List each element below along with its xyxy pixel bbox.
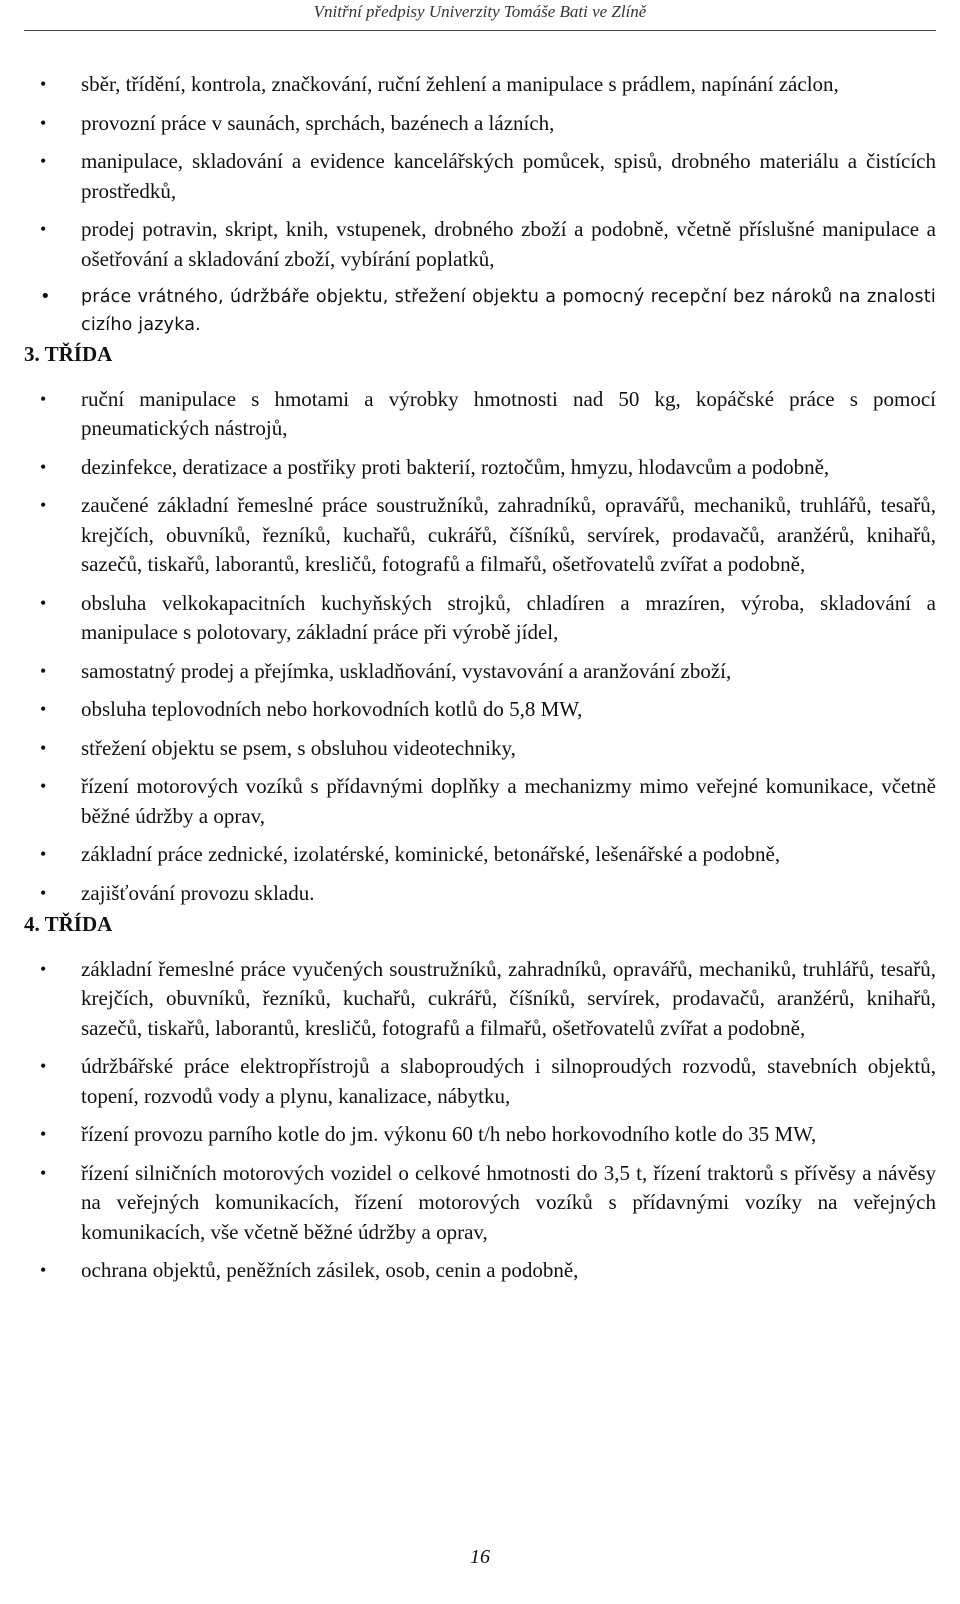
list-item: • sběr, třídění, kontrola, značkování, ruční žehlení a manipulace s prádlem, napínání záclon, xyxy=(24,70,936,100)
bullet-icon: • xyxy=(40,1056,47,1076)
list-item: • provozní práce v saunách, sprchách, bazénech a lázních, xyxy=(24,109,936,139)
bullet-icon: • xyxy=(40,495,47,515)
list-item: • práce vrátného, údržbáře objektu, střežení objektu a pomocný recepční bez nároků na znalosti cizího jazyka. xyxy=(24,283,936,339)
document-body xyxy=(24,70,936,1295)
bullet-icon: • xyxy=(40,737,47,758)
bullet-icon: • xyxy=(40,592,47,613)
list-item: • dezinfekce, deratizace a postřiky proti bakterií, roztočům, hmyzu, hlodavcům a podobně, xyxy=(24,453,936,483)
list-item: • samostatný prodej a přejímka, uskladňování, vystavování a aranžování zboží, xyxy=(24,657,936,687)
section-heading-3: 3. TŘÍDA xyxy=(24,342,113,366)
bullet-icon: • xyxy=(40,1162,47,1183)
header-divider xyxy=(24,30,936,31)
bullet-icon: • xyxy=(40,776,47,796)
list-item: • řízení silničních motorových vozidel o celkové hmotnosti do 3,5 t, řízení traktorů s přívěsy a návěsy na veřejných komunikacích, řízení motorových vozíků s přídavnými vozíky na veřejných komunikacích, vše včetně běžné údržby a oprav, xyxy=(40,1160,936,1244)
bullet-icon: • xyxy=(40,958,47,979)
bullet-icon: • xyxy=(40,699,47,719)
section-4-list xyxy=(24,955,936,1286)
list-item: • zaučené základní řemeslné práce soustružníků, zahradníků, opravářů, mechaniků, truhlářů, tesařů, krejčích, obuvníků, řezníků, kuchařů, cukrářů, číšníků, servírek, prodavačů, aranžérů, knihařů, sazečů, tiskařů, laborantů, kresličů, fotografů a filmařů, ošetřovatelů zvířat a podobně, xyxy=(40,493,936,576)
list-item: • střežení objektu se psem, s obsluhou videotechniky, xyxy=(24,734,936,764)
list-item: • ochrana objektů, peněžních zásilek, osob, cenin a podobně, xyxy=(24,1256,936,1286)
list-item: • zajišťování provozu skladu. xyxy=(24,879,936,909)
list-item: • řízení motorových vozíků s přídavnými doplňky a mechanizmy mimo veřejné komunikace, včetně běžné údržby a oprav, xyxy=(40,774,936,828)
list-item: • řízení provozu parního kotle do jm. výkonu 60 t/h nebo horkovodního kotle do 35 MW, xyxy=(24,1120,936,1150)
bullet-icon: • xyxy=(40,112,47,133)
bullet-icon: • xyxy=(40,660,47,681)
list-item: • obsluha velkokapacitních kuchyňských strojků, chladíren a mrazíren, výroba, skladování a manipulace s polotovary, základní práce při výrobě jídel, xyxy=(40,590,936,644)
page-number: 16 xyxy=(470,1546,490,1568)
intro-list xyxy=(24,70,936,339)
bullet-icon: • xyxy=(40,844,47,864)
bullet-icon: • xyxy=(40,1124,47,1144)
bullet-icon: • xyxy=(40,388,47,409)
list-item: • základní práce zednické, izolatérské, kominické, betonářské, lešenářské a podobně, xyxy=(24,840,936,870)
bullet-icon: • xyxy=(40,456,47,477)
list-item: • manipulace, skladování a evidence kancelářských pomůcek, spisů, drobného materiálu a čistících prostředků, xyxy=(40,149,936,203)
list-item: • základní řemeslné práce vyučených soustružníků, zahradníků, opravářů, mechaniků, truhlářů, tesařů, krejčích, obuvníků, řezníků, kuchařů, cukrářů, číšníků, servírek, prodavačů, aranžérů, knihařů, sazečů, tiskařů, laborantů, kresličů, fotografů a filmařů, ošetřovatelů zvířat a podobně, xyxy=(40,956,936,1040)
bullet-icon: • xyxy=(40,882,47,903)
list-item: • ruční manipulace s hmotami a výrobky hmotnosti nad 50 kg, kopáčské práce s pomocí pneumatických nástrojů, xyxy=(40,386,936,440)
list-item: • prodej potravin, skript, knih, vstupenek, drobného zboží a podobně, včetně příslušné manipulace a ošetřování a skladování zboží, vybírání poplatků, xyxy=(40,217,936,271)
page-header: Vnitřní předpisy Univerzity Tomáše Bati ve Zlíně xyxy=(313,2,647,21)
section-heading-4: 4. TŘÍDA xyxy=(24,912,113,936)
bullet-icon: • xyxy=(40,74,47,94)
list-item: • obsluha teplovodních nebo horkovodních kotlů do 5,8 MW, xyxy=(24,695,936,725)
bullet-icon: • xyxy=(40,286,51,307)
bullet-icon: • xyxy=(40,151,47,171)
list-item: • údržbářské práce elektropřístrojů a slaboproudých i silnoproudých rozvodů, stavebních objektů, topení, rozvodů vody a plynu, kanalizace, nábytku, xyxy=(40,1054,936,1108)
bullet-icon: • xyxy=(40,1260,47,1280)
section-3-list xyxy=(24,385,936,909)
bullet-icon: • xyxy=(40,219,47,239)
